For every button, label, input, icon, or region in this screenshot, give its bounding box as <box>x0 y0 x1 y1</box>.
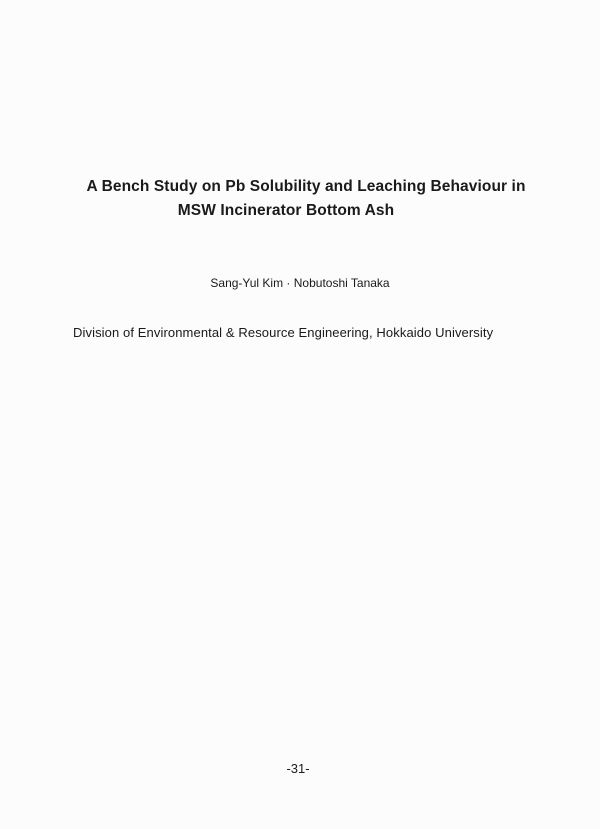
paper-affiliation: Division of Environmental & Resource Engineering, Hokkaido University <box>73 325 494 340</box>
paper-title-line-1: A Bench Study on Pb Solubility and Leaching Behaviour in <box>86 178 526 195</box>
paper-authors: Sang-Yul Kim · Nobutoshi Tanaka <box>210 276 390 290</box>
page-number: -31- <box>286 761 310 776</box>
paper-title-line-2: MSW Incinerator Bottom Ash <box>177 202 395 219</box>
